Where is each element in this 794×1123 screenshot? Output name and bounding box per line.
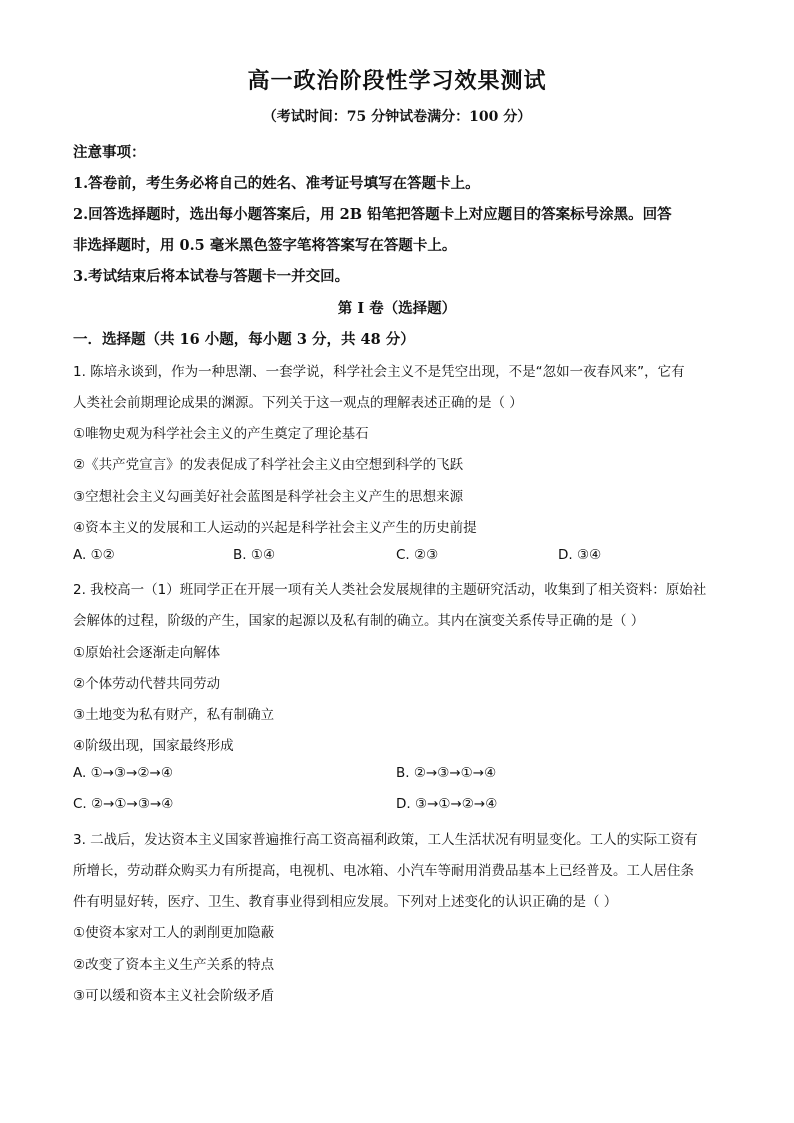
volume-heading: 第 I 卷（选择题） — [337, 300, 457, 317]
notice-item-2-line-2: 非选择题时，用 0.5 毫米黑色签字笔将答案写在答题卡上。 — [73, 237, 457, 254]
question-1-option-b: B. ①④ — [233, 547, 276, 563]
question-2-item-1: ①原始社会逐渐走向解体 — [73, 645, 221, 661]
notice-heading: 注意事项： — [73, 144, 146, 161]
question-1-item-2: ②《共产党宣言》的发表促成了科学社会主义由空想到科学的飞跃 — [73, 457, 464, 473]
question-3-stem-line-3: 件有明显好转，医疗、卫生、教育事业得到相应发展。下列对上述变化的认识正确的是（ ） — [73, 894, 618, 910]
question-2-option-a: A. ①→③→②→④ — [73, 765, 173, 781]
question-1-item-3: ③空想社会主义勾画美好社会蓝图是科学社会主义产生的思想来源 — [73, 489, 464, 505]
question-1-stem-line-1: 1. 陈培永谈到，作为一种思潮、一套学说，科学社会主义不是凭空出现，不是“忽如一夜春风来”，它有 — [73, 364, 685, 380]
exam-title: 高一政治阶段性学习效果测试 — [247, 68, 547, 94]
question-1-item-1: ①唯物史观为科学社会主义的产生奠定了理论基石 — [73, 426, 369, 442]
question-2-stem-line-1: 2. 我校高一（1）班同学正在开展一项有关人类社会发展规律的主题研究活动，收集到了相关资料：原始社 — [73, 582, 707, 598]
question-2-option-b: B. ②→③→①→④ — [396, 765, 497, 781]
question-1-option-d: D. ③④ — [558, 547, 602, 563]
question-3-item-3: ③可以缓和资本主义社会阶级矛盾 — [73, 988, 275, 1004]
question-2-item-3: ③土地变为私有财产，私有制确立 — [73, 707, 275, 723]
notice-item-2-line-1: 2.回答选择题时，选出每小题答案后，用 2B 铅笔把答题卡上对应题目的答案标号涂黑。回答 — [73, 206, 672, 223]
question-1-item-4: ④资本主义的发展和工人运动的兴起是科学社会主义产生的历史前提 — [73, 520, 477, 536]
question-1-option-c: C. ②③ — [396, 547, 439, 563]
question-3-stem-line-1: 3. 二战后，发达资本主义国家普遍推行高工资高福利政策，工人生活状况有明显变化。工人的实际工资有 — [73, 832, 698, 848]
question-2-item-4: ④阶级出现，国家最终形成 — [73, 738, 234, 754]
question-1-option-a: A. ①② — [73, 547, 115, 563]
question-2-item-2: ②个体劳动代替共同劳动 — [73, 676, 221, 692]
question-2-stem-line-2: 会解体的过程，阶级的产生，国家的起源以及私有制的确立。其内在演变关系传导正确的是（ ） — [73, 613, 645, 629]
question-1-stem-line-2: 人类社会前期理论成果的渊源。下列关于这一观点的理解表述正确的是（ ） — [73, 395, 523, 411]
question-2-option-d: D. ③→①→②→④ — [396, 796, 498, 812]
question-3-item-2: ②改变了资本主义生产关系的特点 — [73, 957, 275, 973]
question-2-option-c: C. ②→①→③→④ — [73, 796, 174, 812]
notice-item-1: 1.答卷前，考生务必将自己的姓名、准考证号填写在答题卡上。 — [73, 175, 480, 192]
question-3-item-1: ①使资本家对工人的剥削更加隐蔽 — [73, 925, 275, 941]
part-heading: 一．选择题（共 16 小题，每小题 3 分，共 48 分） — [73, 331, 415, 348]
notice-item-3: 3.考试结束后将本试卷与答题卡一并交回。 — [73, 268, 350, 285]
exam-subtitle: （考试时间：75 分钟试卷满分：100 分） — [262, 109, 532, 125]
question-3-stem-line-2: 所增长，劳动群众购买力有所提高，电视机、电冰箱、小汽车等耐用消费品基本上已经普及。工人居住条 — [73, 863, 694, 879]
